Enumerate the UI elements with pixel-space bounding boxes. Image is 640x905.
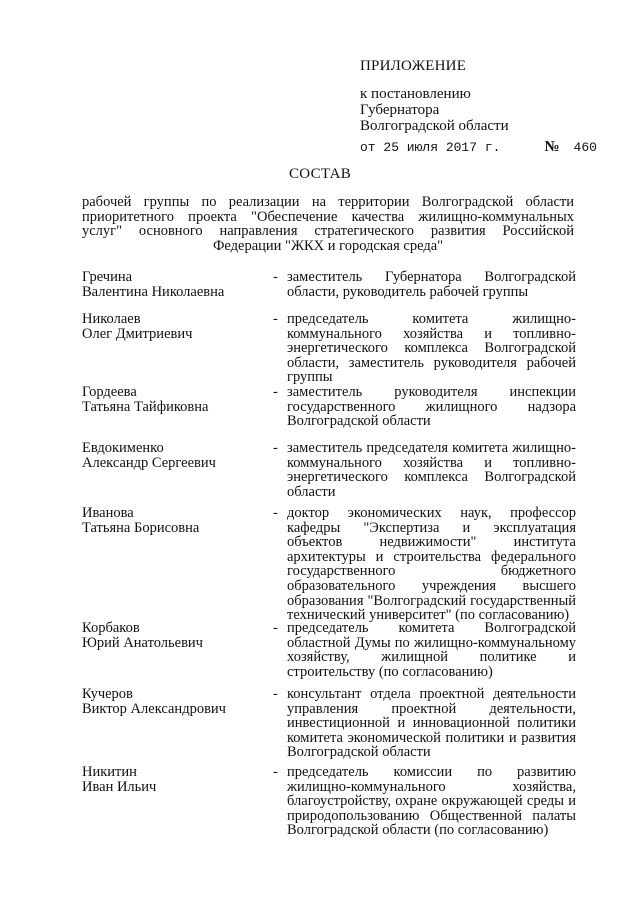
member-surname: Корбаков	[82, 620, 140, 636]
member-dash: -	[273, 620, 278, 636]
annex-title: ПРИЛОЖЕНИЕ	[360, 58, 467, 74]
member-surname: Иванова	[82, 505, 134, 521]
annex-line-3: Волгоградской области	[360, 118, 509, 134]
member-surname: Кучеров	[82, 686, 133, 702]
member-given-names: Юрий Анатольевич	[82, 634, 203, 651]
member-surname: Гречина	[82, 269, 133, 285]
member-name	[82, 441, 262, 470]
member-name	[82, 687, 262, 716]
decree-number: 460	[573, 140, 597, 155]
member-name	[82, 385, 262, 414]
member-name	[82, 506, 262, 535]
member-dash: -	[273, 686, 278, 702]
member-surname: Евдокименко	[82, 440, 164, 456]
member-given-names: Виктор Александрович	[82, 700, 226, 717]
member-dash: -	[273, 505, 278, 521]
member-given-names: Валентина Николаевна	[82, 283, 225, 300]
member-name	[82, 312, 262, 341]
member-name	[82, 621, 262, 650]
member-dash: -	[273, 269, 278, 285]
member-role: заместитель Губернатора Волгоградской области, руководитель рабочей группы	[287, 269, 576, 300]
decree-date: от 25 июля 2017 г.	[360, 140, 501, 155]
member-name	[82, 270, 262, 299]
member-given-names: Татьяна Борисовна	[82, 519, 200, 536]
number-sign: №	[544, 139, 560, 155]
member-role: заместитель руководителя инспекции государственного жилищного надзора Волгоградской области	[287, 384, 576, 430]
member-given-names: Иван Ильич	[82, 778, 157, 795]
decree-stamp	[360, 139, 600, 156]
member-role: председатель комитета Волгоградской областной Думы по жилищно-коммунальному хозяйству, жилищной политике и строительству (по согласованию)	[287, 620, 576, 680]
member-given-names: Олег Дмитриевич	[82, 325, 193, 342]
member-dash: -	[273, 764, 278, 780]
member-dash: -	[273, 311, 278, 327]
member-dash: -	[273, 440, 278, 456]
member-surname: Никитин	[82, 764, 137, 780]
member-surname: Николаев	[82, 311, 141, 327]
member-role: председатель комиссии по развитию жилищно-коммунального хозяйства, благоустройству, охране окружающей среды и природопользованию Общественной палаты Волгоградской области (по согласованию)	[287, 764, 576, 839]
member-role: заместитель председателя комитета жилищно-коммунального хозяйства и топливно-энергетического комплекса Волгоградской области	[287, 440, 576, 500]
annex-block	[360, 58, 600, 134]
member-name	[82, 765, 262, 794]
member-given-names: Александр Сергеевич	[82, 454, 216, 471]
document-heading: СОСТАВ	[288, 166, 352, 182]
annex-line-2: Губернатора	[360, 102, 440, 118]
annex-line-1: к постановлению	[360, 86, 471, 102]
member-role: доктор экономических наук, профессор кафедры "Экспертиза и эксплуатация объектов недвижимости" института архитектуры и строительства федерального государственного бюджетного образовательного учреждения высшего образования "Волгоградский государственный технический университет" (по согласованию)	[287, 505, 576, 624]
member-surname: Гордеева	[82, 384, 137, 400]
member-role: консультант отдела проектной деятельности управления проектной деятельности, инвестиционной и инновационной политики комитета экономической политики и развития Волгоградской области	[287, 686, 576, 761]
member-given-names: Татьяна Тайфиковна	[82, 398, 209, 415]
member-dash: -	[273, 384, 278, 400]
document-subtitle: рабочей группы по реализации на территории Волгоградской области приоритетного проекта "Обеспечение качества жилищно-коммунальных услуг" основного направления стратегического развития Российской Федерации "ЖКХ и городская среда"	[82, 194, 574, 254]
member-role: председатель комитета жилищно-коммунального хозяйства и топливно-энергетического комплекса Волгоградской области, заместитель руководителя рабочей группы	[287, 311, 576, 386]
